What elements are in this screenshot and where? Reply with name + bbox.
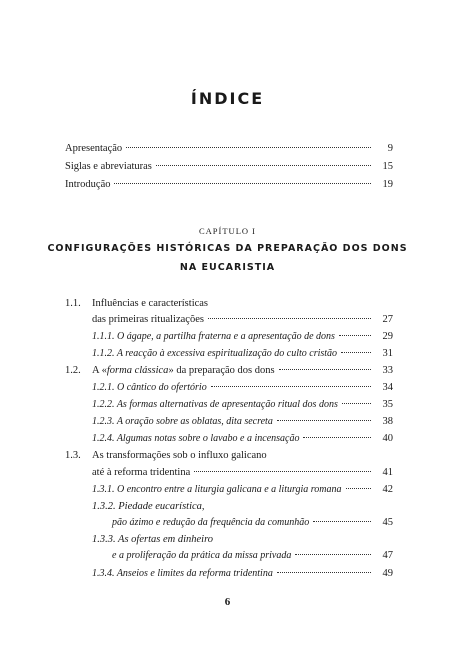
toc-entry[interactable] bbox=[65, 142, 393, 156]
toc-entry-page: 33 bbox=[382, 365, 393, 376]
toc-entry[interactable] bbox=[92, 381, 393, 395]
toc-entry-label: 1.2.1. O cântico do ofertório bbox=[92, 382, 207, 393]
toc-entry-label: 1.1.1. O ágape, a partilha fraterna e a apresentação de dons bbox=[92, 331, 335, 342]
toc-entry-page: 9 bbox=[387, 143, 393, 154]
toc-entry-label: até à reforma tridentina bbox=[92, 467, 191, 478]
section-title-line: As transformações sob o influxo galicano bbox=[92, 450, 267, 461]
toc-entry-label: 1.2.2. As formas alternativas de apresentação ritual dos dons bbox=[92, 399, 338, 410]
section-number: 1.2. bbox=[65, 365, 81, 376]
toc-entry-page: 45 bbox=[382, 517, 393, 528]
toc-entry[interactable] bbox=[92, 364, 393, 378]
leader-dots bbox=[342, 403, 371, 404]
leader-dots bbox=[114, 183, 371, 184]
toc-entry-label: e a proliferação da prática da missa privada bbox=[112, 550, 292, 561]
leader-dots bbox=[208, 318, 371, 319]
leader-dots bbox=[126, 147, 371, 148]
toc-entry-page: 47 bbox=[382, 550, 393, 561]
leader-dots bbox=[346, 488, 371, 489]
chapter-title-line: NA EUCARISTIA bbox=[179, 262, 276, 273]
toc-entry-label: 1.3.4. Anseios e limites da reforma tridentina bbox=[92, 568, 273, 579]
page-number: 6 bbox=[224, 596, 231, 608]
toc-entry[interactable] bbox=[65, 160, 393, 174]
toc-entry-page: 15 bbox=[382, 161, 393, 172]
toc-entry-page: 27 bbox=[382, 314, 393, 325]
leader-dots bbox=[339, 335, 371, 336]
toc-entry[interactable] bbox=[92, 432, 393, 446]
toc-entry-label: A «forma clássica» da preparação dos dons bbox=[92, 365, 275, 376]
toc-entry-label: Introdução bbox=[65, 179, 111, 190]
toc-entry-label: 1.3.1. O encontro entre a liturgia galicana e a liturgia romana bbox=[92, 484, 342, 495]
toc-entry-label: 1.2.3. A oração sobre as oblatas, dita secreta bbox=[92, 416, 273, 427]
page-title: ÍNDICE bbox=[190, 89, 265, 108]
leader-dots bbox=[194, 471, 371, 472]
toc-entry[interactable] bbox=[112, 549, 393, 563]
toc-entry[interactable] bbox=[92, 347, 393, 361]
section-number: 1.3. bbox=[65, 450, 81, 461]
chapter-label: CAPÍTULO I bbox=[199, 226, 256, 236]
toc-entry-label: 1.1.2. A reacção à excessiva espiritualização do culto cristão bbox=[92, 348, 338, 359]
toc-entry[interactable] bbox=[92, 330, 393, 344]
toc-entry[interactable] bbox=[92, 483, 393, 497]
toc-entry-page: 40 bbox=[382, 433, 393, 444]
toc-entry[interactable] bbox=[92, 398, 393, 412]
toc-entry-label: Siglas e abreviaturas bbox=[65, 161, 152, 172]
toc-entry-page: 38 bbox=[382, 416, 393, 427]
leader-dots bbox=[303, 437, 371, 438]
toc-entry-label: Apresentação bbox=[65, 143, 123, 154]
toc-entry[interactable] bbox=[112, 516, 393, 530]
section-title-line: Influências e características bbox=[92, 298, 209, 309]
toc-entry-page: 41 bbox=[382, 467, 393, 478]
section-number: 1.1. bbox=[65, 298, 81, 309]
toc-entry[interactable] bbox=[92, 415, 393, 429]
leader-dots bbox=[295, 554, 371, 555]
leader-dots bbox=[277, 420, 371, 421]
toc-entry[interactable] bbox=[65, 178, 393, 192]
leader-dots bbox=[341, 352, 371, 353]
toc-entry-page: 49 bbox=[382, 568, 393, 579]
toc-entry[interactable] bbox=[92, 313, 393, 327]
toc-entry-page: 31 bbox=[382, 348, 393, 359]
toc-entry-page: 29 bbox=[382, 331, 393, 342]
leader-dots bbox=[277, 572, 371, 573]
toc-entry-label: pão ázimo e redução da frequência da comunhão bbox=[112, 517, 310, 528]
leader-dots bbox=[211, 386, 371, 387]
toc-entry-page: 19 bbox=[382, 179, 393, 190]
leader-dots bbox=[156, 165, 371, 166]
section-title-line: 1.3.3. As ofertas em dinheiro bbox=[92, 534, 214, 545]
toc-entry-page: 35 bbox=[382, 399, 393, 410]
leader-dots bbox=[279, 369, 371, 370]
toc-entry-label: 1.2.4. Algumas notas sobre o lavabo e a incensação bbox=[92, 433, 300, 444]
leader-dots bbox=[313, 521, 371, 522]
toc-entry-label: das primeiras ritualizações bbox=[92, 314, 204, 325]
toc-entry[interactable] bbox=[92, 466, 393, 480]
chapter-title-line: CONFIGURAÇÕES HISTÓRICAS DA PREPARAÇÃO DOS DONS bbox=[47, 243, 408, 254]
toc-entry-page: 34 bbox=[382, 382, 393, 393]
toc-entry-page: 42 bbox=[382, 484, 393, 495]
toc-entry[interactable] bbox=[92, 567, 393, 581]
section-title-line: 1.3.2. Piedade eucarística, bbox=[92, 501, 205, 512]
